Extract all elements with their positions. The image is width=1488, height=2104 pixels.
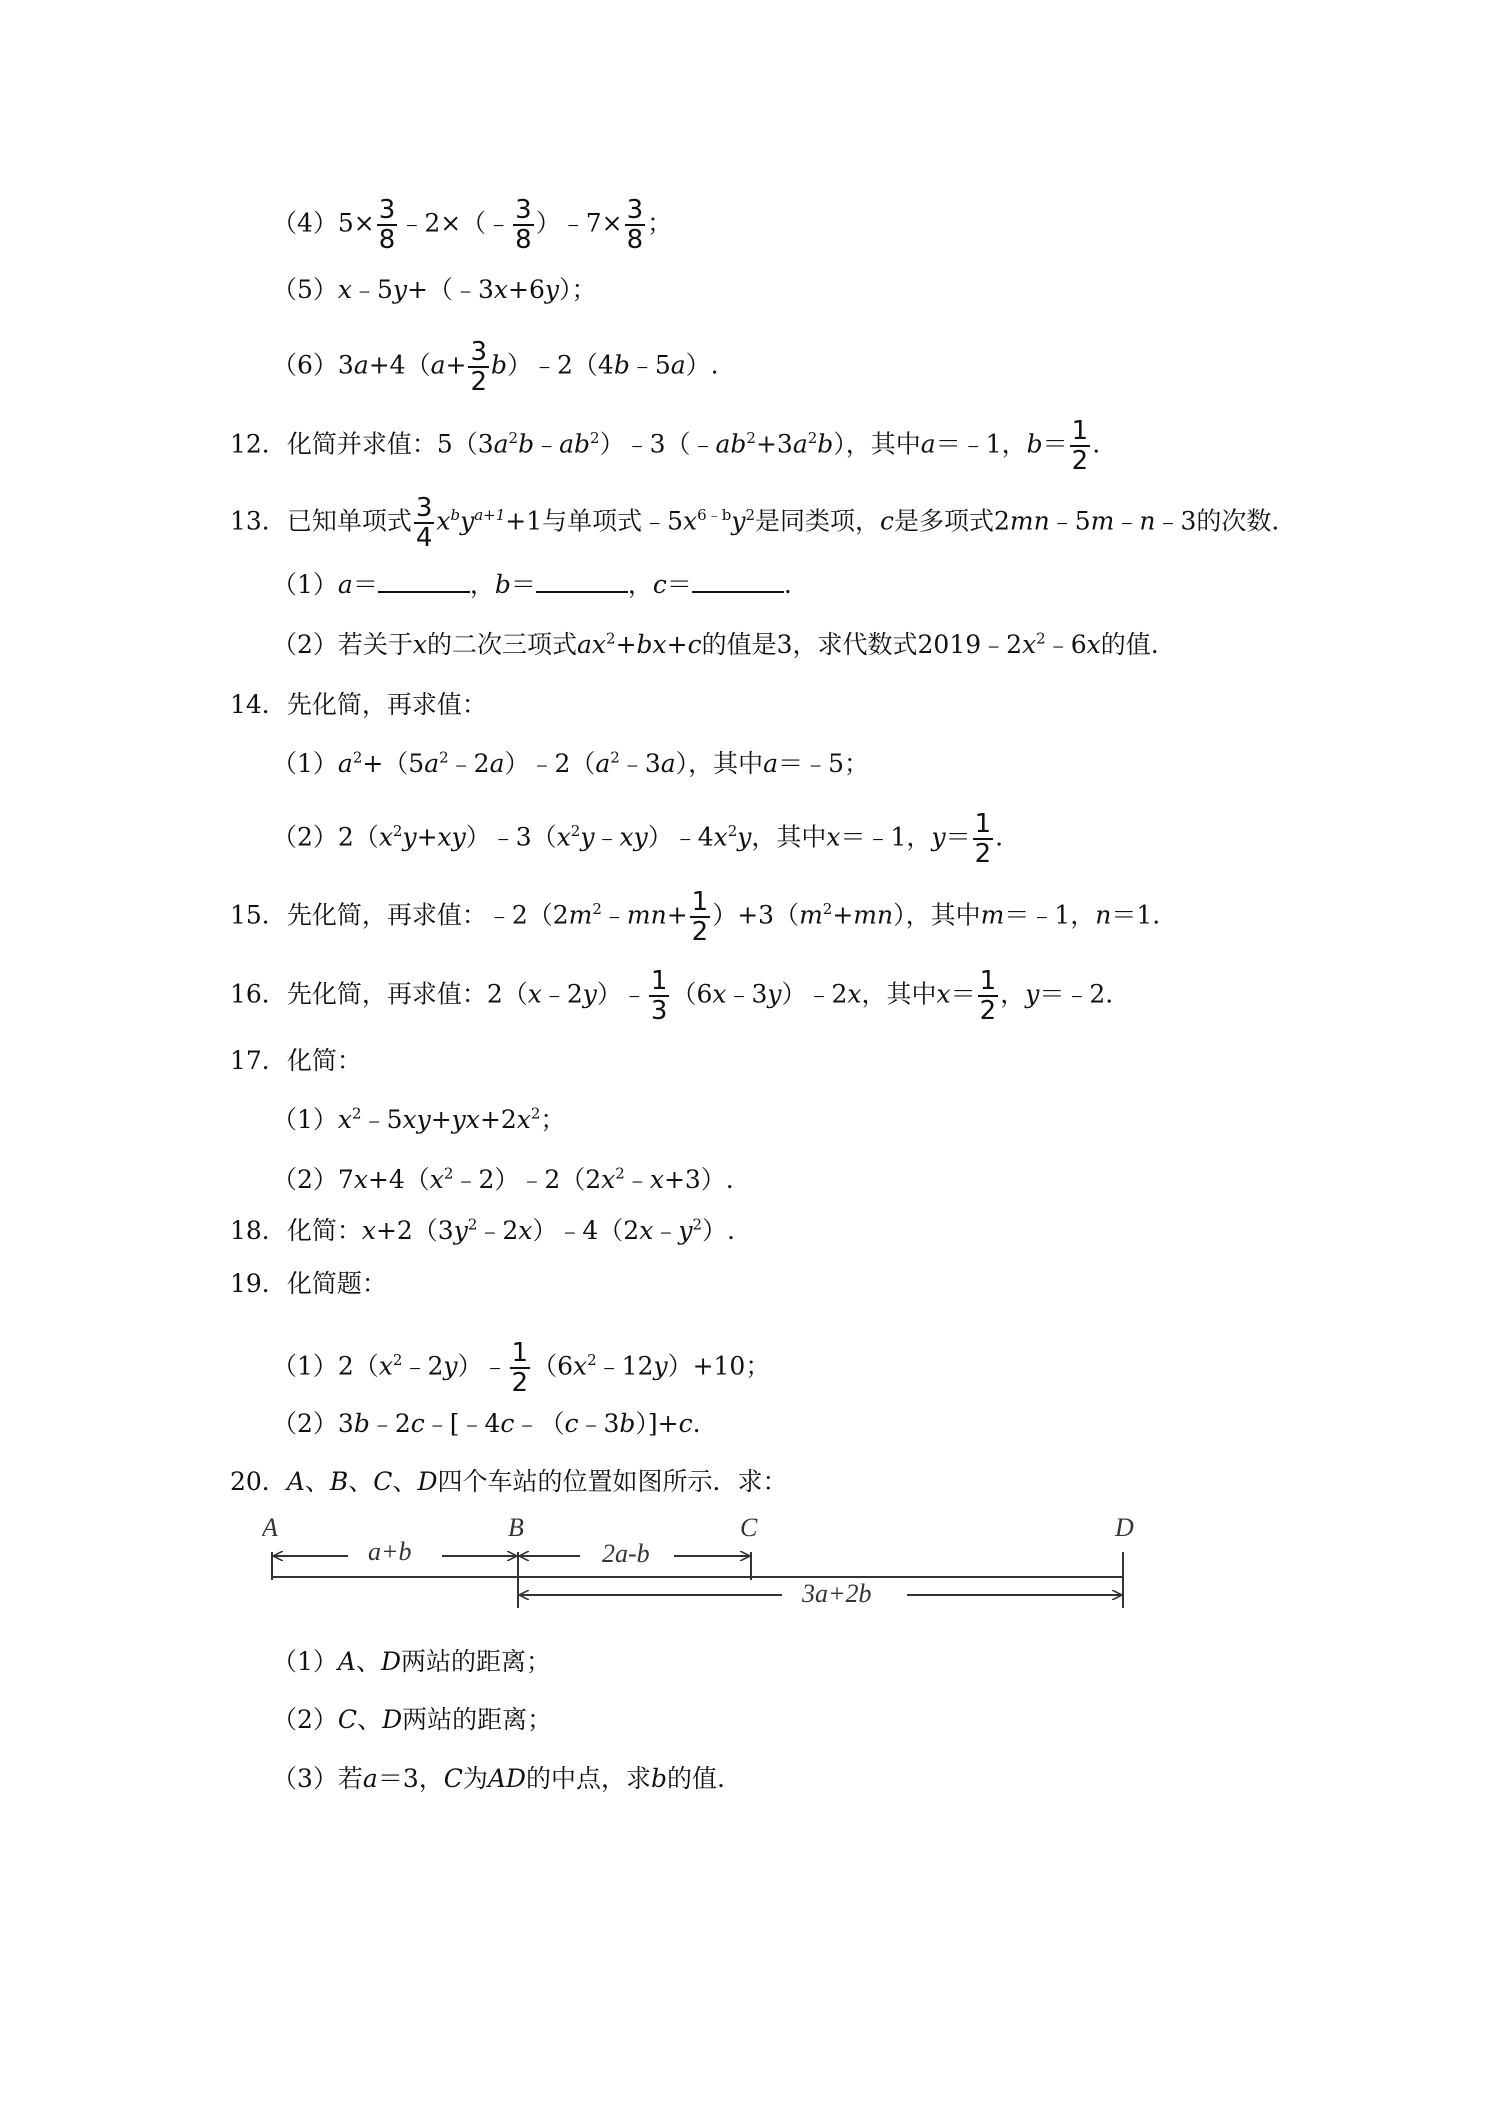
fraction: $\frac{1}{2}$ <box>1071 416 1089 476</box>
fraction: $\frac{1}{2}$ <box>511 1338 529 1398</box>
problem-19-question-1: $(1)2(x^2﹣2y)﹣$ $\frac{1}{2}$ $(6x^2﹣12y)+10$； <box>272 1338 771 1398</box>
problem-13: 13．已知单项式 $\frac{3}{4}$ $x^by^{a+1}+1$与单项式$﹣5x^{6﹣b}y^2$是同类项，c是多项式2mn﹣5m﹣n﹣3的次数. <box>230 493 1280 553</box>
problem-14-question-2: $(2)2(x^2y+xy)﹣3(x^2y﹣xy)﹣4x^2y$，其中x＝﹣1，y＝ $\frac{1}{2}$ . <box>272 809 1004 869</box>
fraction: $\frac{3}{8}$ <box>378 195 396 255</box>
segment-label-bd: 3a+2b <box>802 1579 872 1608</box>
fraction: $\frac{3}{8}$ <box>626 195 644 255</box>
problem-13-question-1: （1）a＝ ，b＝ ，c＝ . <box>272 570 792 599</box>
fraction: $\frac{3}{8}$ <box>515 195 532 255</box>
fraction: $\frac{1}{2}$ <box>691 887 709 947</box>
fraction: $\frac{1}{2}$ <box>974 809 992 869</box>
problem-20: 20．A、B、C、D四个车站的位置如图所示．求： <box>230 1467 788 1496</box>
problem-19: 19．化简题： <box>230 1269 387 1298</box>
problem-20-question-1: （1）A、D两站的距离； <box>272 1647 552 1676</box>
station-label-d: D <box>1115 1513 1134 1542</box>
station-label-a: A <box>262 1513 278 1542</box>
segment-label-bc: 2a-b <box>602 1539 650 1568</box>
problem-12: 12．化简并求值：$5(3a^2b﹣ab^2)﹣3(﹣ab^2+3a^2b)$，其中a＝﹣1，b＝ $\frac{1}{2}$ . <box>230 416 1101 476</box>
answer-blank-c[interactable] <box>692 571 784 593</box>
fraction: $\frac{1}{2}$ <box>979 966 997 1026</box>
problem-11-item-4: （4）5× $\frac{3}{8}$ ﹣2×（﹣ $\frac{3}{8}$ ）﹣7× $\frac{3}{8}$ ； <box>272 195 673 255</box>
fraction: $\frac{1}{3}$ <box>650 966 668 1026</box>
problem-20-question-3: （3）若a＝3，C为AD的中点，求b的值. <box>272 1764 725 1793</box>
problem-14: 14．先化简，再求值： <box>230 690 487 719</box>
problem-20-question-2: （2）C、D两站的距离； <box>272 1705 553 1734</box>
problem-11-item-6: （6）3a+4（a+ $\frac{3}{2}$ b）﹣2（4b﹣5a）. <box>272 337 719 397</box>
answer-blank-b[interactable] <box>536 571 628 593</box>
problem-18: 18．化简：$x+2(3y^2﹣2x)﹣4(2x﹣y^2)$. <box>230 1215 735 1245</box>
answer-blank-a[interactable] <box>378 571 470 593</box>
problem-14-question-1: $(1)a^2+(5a^2﹣2a)﹣2(a^2﹣3a)$，其中a＝﹣5； <box>272 748 869 778</box>
problem-17-question-1: $(1)x^2﹣5xy+yx+2x^2$； <box>272 1104 566 1134</box>
fraction: $\frac{3}{4}$ <box>415 493 433 553</box>
problem-16: 16．先化简，再求值：2（x﹣2y）﹣ $\frac{1}{3}$ （6x﹣3y）﹣2x，其中x＝ $\frac{1}{2}$ ，y＝﹣2. <box>230 966 1114 1026</box>
problem-19-question-2: （2）3b﹣2c﹣[﹣4c﹣（c﹣3b）]+c. <box>272 1409 701 1438</box>
problem-17: 17．化简： <box>230 1046 362 1075</box>
station-diagram <box>262 1510 1142 1630</box>
fraction: $\frac{3}{2}$ <box>470 337 487 397</box>
problem-11-item-5: （5）x﹣5y+（﹣3x+6y）； <box>272 275 597 304</box>
segment-label-ab: a+b <box>368 1537 412 1566</box>
problem-15: 15．先化简，再求值：$﹣2(2m^2﹣mn+$ $\frac{1}{2}$ ）$+3(m^2+mn)$，其中m＝﹣1，n＝1. <box>230 887 1161 947</box>
problem-17-question-2: $(2)7x+4(x^2﹣2)﹣2(2x^2﹣x+3)$. <box>272 1164 734 1194</box>
station-label-b: B <box>508 1513 524 1542</box>
problem-13-question-2: （2）若关于x的二次三项式$ax^2+bx+c$的值是3，求代数式$2019﹣2x^2﹣6x$的值. <box>272 629 1159 659</box>
station-label-c: C <box>740 1513 758 1542</box>
